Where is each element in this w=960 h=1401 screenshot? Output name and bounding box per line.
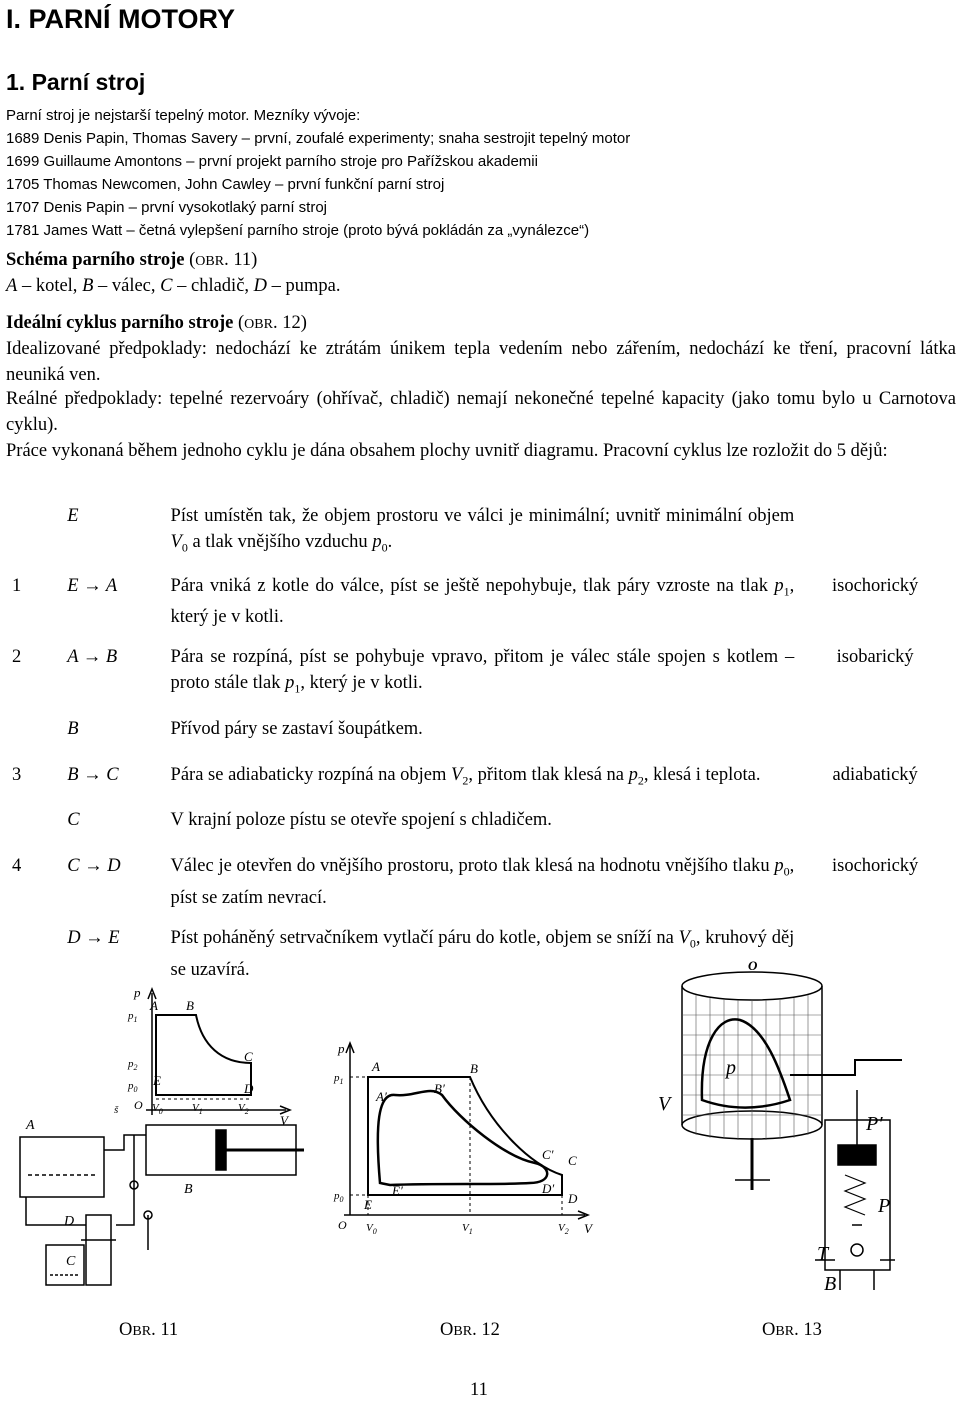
v2-label: $V_2$ [238, 1102, 249, 1116]
step-text-vsub: 0 [689, 936, 696, 951]
process-row [6, 573, 956, 645]
step-type: isochorický [831, 575, 919, 596]
step-number: 2 [12, 647, 22, 668]
p0-label: $p_0$ [334, 1190, 344, 1204]
axis-p-label: p [134, 985, 141, 1000]
step-text-psub: 0 [783, 864, 790, 879]
p1-label: $p_1$ [128, 1010, 138, 1024]
point-a-prime: A′ [376, 1089, 387, 1104]
slide-valve-label: š [114, 1104, 119, 1116]
cylinder-label: B [184, 1182, 193, 1197]
step-description [171, 644, 795, 716]
step-text-desc-c: , který je v kotli. [300, 673, 423, 694]
step-text-desc-a: Přívod páry se zastaví šoupátkem. [170, 719, 423, 740]
step-number: 1 [12, 575, 22, 596]
step-text-desc-c: . [387, 532, 393, 552]
step-text-desc-b: a tlak vnějšího vzduchu [187, 532, 373, 552]
history-item: 1781 James Watt – četná vylepšení parního stroje (proto bývá pokládán za „vynálezce“) [6, 222, 590, 239]
ideal-paragraph-2: Reálné předpoklady: tepelné rezervoáry (ohřívač, chladič) nemají nekonečné tepelné kapacity (jako tomu bylo u Carnotova cyklu). [6, 389, 956, 435]
history-item: 1699 Guillaume Amontons – první projekt parního stroje pro Pařížskou akademii [6, 153, 538, 170]
step-process: C → D [67, 856, 121, 877]
ideal-heading [6, 313, 307, 334]
step-text-desc-a: Píst umístěn tak, že objem prostoru ve válci je minimální; uvnitř minimální objem [170, 506, 795, 526]
step-text-desc-b: , kruhový děj se uzavírá. [170, 927, 795, 980]
point-o: O [748, 960, 758, 973]
step-type [794, 716, 956, 762]
ref-obr: OBR [244, 317, 273, 332]
process-row [6, 716, 956, 762]
legend-text: – pumpa. [267, 276, 341, 296]
step-text-p: p [774, 575, 784, 596]
point-d: D [244, 1081, 254, 1096]
step-number: 3 [12, 764, 22, 785]
step-text-desc-a: Pára se rozpíná, píst se pohybuje vpravo, přitom je válec stále spojen s kotlem – proto stále tlak [170, 647, 795, 694]
figure-11 [6, 975, 306, 1305]
point-b: B [186, 998, 194, 1013]
legend-text: – válec, [93, 276, 161, 296]
step-description [171, 853, 795, 925]
step-type [794, 807, 956, 853]
origin: O [134, 1098, 143, 1112]
step-process: B [67, 719, 79, 740]
step-text-desc-a: V krajní poloze pístu se otevře spojení s chladičem. [170, 810, 552, 831]
step-description [171, 807, 795, 853]
step-text-desc-b: , přitom tlak klesá na [468, 764, 629, 785]
step-text-desc-c: , klesá i teplota. [643, 764, 761, 785]
p2-label: $p_2$ [128, 1058, 138, 1072]
ideal-title: Ideální cyklus parního stroje [6, 313, 234, 333]
step-text-vsub: 2 [462, 773, 469, 788]
history-intro: Parní stroj je nejstarší tepelný motor. Mezníky vývoje: [6, 107, 361, 124]
ref-open: ( [233, 313, 245, 333]
step-text-desc-c: , píst se zatím nevrací. [170, 856, 795, 908]
process-row [6, 644, 956, 716]
step-type: adiabatický [832, 764, 918, 785]
step-number: 4 [12, 856, 22, 877]
point-c: C [244, 1049, 253, 1064]
ref-close: . 12) [272, 313, 307, 333]
point-d-prime: D′ [542, 1181, 555, 1196]
step-text-vsub: 0 [181, 540, 188, 555]
axis-v-label: V [658, 1093, 671, 1115]
step-number [6, 503, 47, 573]
history-item: 1689 Denis Papin, Thomas Savery – první, zoufalé experimenty; snaha sestrojit tepelný motor [6, 130, 631, 147]
step-text-p: p [372, 532, 382, 552]
schema-title: Schéma parního stroje [6, 250, 185, 270]
origin: O [338, 1218, 347, 1232]
figure-12 [330, 1035, 610, 1240]
axis-p-label: p [338, 1041, 345, 1056]
step-process: B → C [67, 764, 119, 785]
process-row [6, 853, 956, 925]
caption-fig-11: OBR. 11 [119, 1320, 179, 1340]
point-e-prime: E′ [392, 1183, 403, 1198]
legend-b: B [82, 276, 94, 296]
point-b: B [470, 1061, 478, 1076]
point-a: A [150, 998, 158, 1013]
ideal-paragraph-1: Idealizované předpoklady: nedochází ke ztrátám únikem tepla vedením nebo zářením, nedochází ke tření, pracovní látka neuniká ven. [6, 339, 956, 385]
step-text-desc-a: Válec je otevřen do vnějšího prostoru, proto tlak klesá na hodnotu vnějšího tlaku [170, 856, 775, 877]
page-title: I. PARNÍ MOTORY [6, 4, 236, 34]
point-a: A [372, 1059, 380, 1074]
history-item: 1707 Denis Papin – první vysokotlaký parní stroj [6, 199, 327, 216]
axis-v-label: V [584, 1221, 592, 1236]
step-number [6, 716, 47, 762]
step-process: E [67, 506, 79, 526]
piston-label: P [878, 1195, 891, 1217]
caption-fig-13: OBR. 13 [762, 1320, 822, 1340]
step-text-psub: 1 [783, 584, 790, 599]
step-text-v: V [678, 927, 690, 948]
legend-a: A [6, 276, 18, 296]
v0-label: $V_0$ [366, 1222, 377, 1236]
step-text-v: V [451, 764, 463, 785]
section-title: 1. Parní stroj [6, 69, 146, 95]
ref-close: . 11) [224, 250, 258, 270]
process-table [6, 503, 956, 1002]
boiler-label: A [26, 1118, 35, 1133]
step-description [171, 503, 795, 573]
step-text-p: p [628, 764, 638, 785]
step-type: isochorický [831, 856, 919, 877]
step-text-psub: 0 [381, 540, 388, 555]
step-number [6, 807, 47, 853]
step-description [171, 716, 795, 762]
step-text-desc-a: Píst poháněný setrvačníkem vytlačí páru do kotle, objem se sníží na [170, 927, 679, 948]
legend-text: – kotel, [17, 276, 83, 296]
step-process: A → B [67, 647, 118, 668]
process-row [6, 503, 956, 573]
history-item: 1705 Thomas Newcomen, John Cawley – první funkční parní stroj [6, 176, 445, 193]
spring-label: P′ [866, 1113, 883, 1135]
process-row [6, 807, 956, 853]
pump-label: D [64, 1214, 75, 1229]
v0-label: $V_0$ [152, 1102, 163, 1116]
page-number: 11 [470, 1380, 488, 1400]
point-e: E [364, 1197, 372, 1212]
step-description [171, 573, 795, 645]
condenser-label: C [66, 1254, 76, 1269]
valve-t-label: T [817, 1243, 829, 1265]
point-b-prime: B′ [434, 1081, 445, 1096]
step-process: E → A [67, 575, 118, 596]
p0-label: $p_0$ [128, 1080, 138, 1094]
step-text-desc-a: Pára vniká z kotle do válce, píst se ještě nepohybuje, tlak páry vzroste na tlak [170, 575, 775, 596]
axis-v-label: V [280, 1113, 288, 1128]
legend-text: – chladič, [172, 276, 254, 296]
ideal-paragraph-3: Práce vykonaná během jednoho cyklu je dána obsahem plochy uvnitř diagramu. Pracovní cyklus lze rozložit do 5 dějů: [6, 441, 888, 461]
point-c-prime: C′ [542, 1147, 554, 1162]
step-text-p: p [774, 856, 784, 877]
ref-open: ( [184, 250, 196, 270]
step-text-v: V [170, 532, 182, 552]
step-text-p: p [285, 673, 295, 694]
axis-p-label: p [726, 1057, 736, 1079]
step-type [794, 503, 956, 573]
schema-legend [6, 276, 341, 297]
step-text-psub: 1 [294, 682, 301, 697]
caption-fig-12: OBR. 12 [440, 1320, 500, 1340]
legend-c: C [160, 276, 173, 296]
legend-d: D [253, 276, 268, 296]
step-text-psub: 2 [637, 773, 644, 788]
v1-label: $V_1$ [462, 1222, 473, 1236]
step-type: isobarický [836, 647, 914, 668]
point-c: C [568, 1153, 577, 1168]
valve-b-label: B [824, 1273, 837, 1295]
figure-13 [640, 960, 940, 1305]
ref-obr: OBR [195, 254, 225, 269]
schema-heading [6, 250, 257, 271]
v2-label: $V_2$ [558, 1222, 569, 1236]
step-text-desc-a: Pára se adiabaticky rozpíná na objem [170, 764, 452, 785]
step-description [171, 762, 795, 808]
process-row [6, 762, 956, 808]
p1-label: $p_1$ [334, 1072, 344, 1086]
step-process: D → E [67, 927, 120, 948]
v1-label: $V_1$ [192, 1102, 203, 1116]
step-text-desc-c: , který je v kotli. [170, 575, 795, 628]
point-d: D [568, 1191, 578, 1206]
step-process: C [67, 810, 80, 831]
point-e: E [153, 1073, 161, 1088]
